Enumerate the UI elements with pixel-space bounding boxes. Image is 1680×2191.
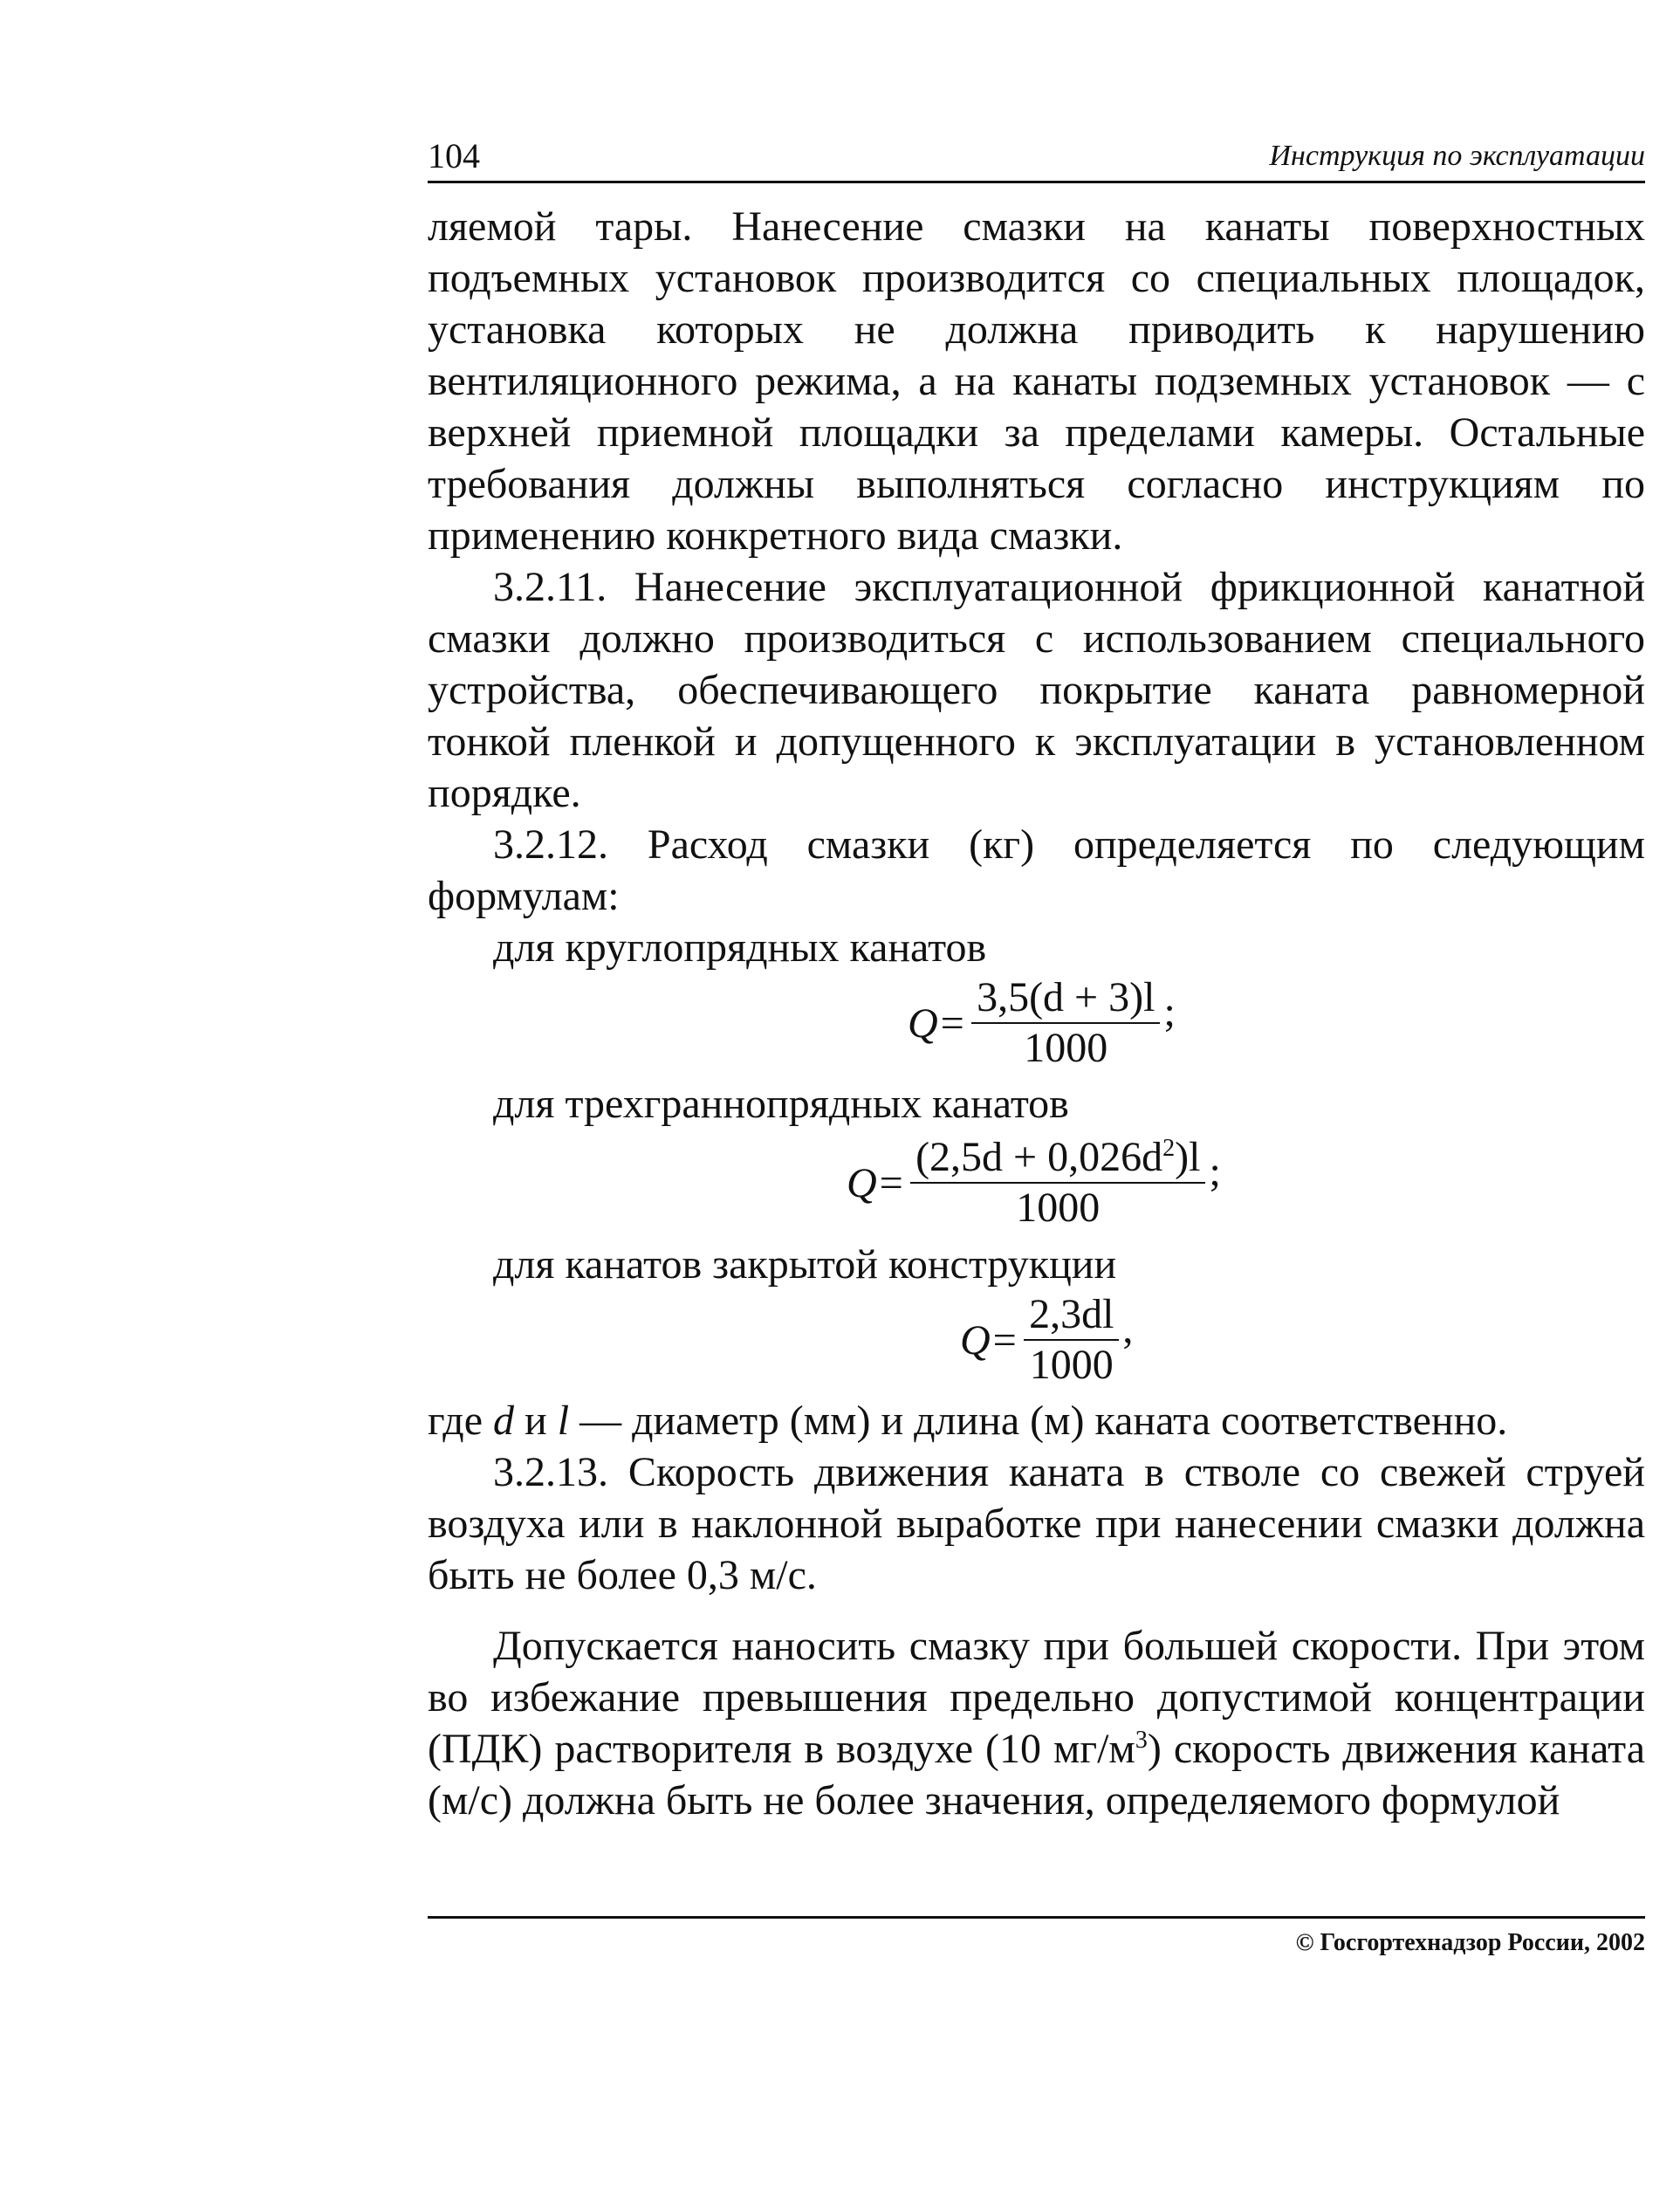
formula-lhs: Q= <box>908 999 967 1047</box>
header-rule <box>428 181 1645 183</box>
label-round-strand: для круглопрядных канатов <box>493 924 987 971</box>
running-title: Инструкция по эксплуатации <box>1269 140 1645 172</box>
formula-numerator: $(2,5d + 0,026d^2)l$ <box>910 1133 1205 1184</box>
paragraph-3-2-11: 3.2.11. Нанесение эксплуатационной фрикционной канатной смазки должно производиться с использованием специального устройства, обеспечивающего покрытие каната равномерной тонкой пленкой и допущенного к эксплуатации в установленном порядке. <box>428 564 1645 816</box>
label-closed-construction: для канатов закрытой конструкции <box>493 1241 1117 1288</box>
paragraph-3-2-12: 3.2.12. Расход смазки (кг) определяется по следующим формулам: <box>428 821 1645 919</box>
label-triangular-strand: для трехграннопрядных канатов <box>493 1081 1069 1127</box>
formula-lhs: Q= <box>847 1159 906 1206</box>
formula-round-strand <box>428 973 1645 1078</box>
formula-triangular-strand <box>428 1130 1645 1239</box>
paragraph-speed: Допускается наносить смазку при большей скорости. При этом во избежание превышения предельно допустимой концентрации (ПДК) растворителя в воздухе (10 $мг/м^3$) скорость движения каната (м/с) должна быть не более значения, определяемого формулой <box>428 1623 1645 1824</box>
copyright: © Госгортехнадзор России, 2002 <box>1295 1929 1645 1956</box>
formula-punct: ; <box>1163 989 1176 1035</box>
where-clause: где d и l — диаметр (мм) и длина (м) каната соответственно. <box>428 1398 1508 1444</box>
formula-numerator: 2,3dl <box>1024 1290 1119 1341</box>
footer-rule <box>428 1916 1645 1919</box>
formula-lhs: Q= <box>960 1316 1019 1363</box>
paragraph-1: ляемой тары. Нанесение смазки на канаты поверхностных подъемных установок производится со специальных площадок, установка которых не должна приводить к нарушению вентиляционного режима, а на канаты подземных установок — с верхней приемной площадки за пределами камеры. Остальные требования должны выполняться согласно инструкциям по применению конкретного вида смазки. <box>428 203 1645 559</box>
formula-denominator: 1000 <box>1029 1342 1114 1388</box>
page-number: 104 <box>428 136 480 175</box>
formula-denominator: 1000 <box>1024 1025 1108 1071</box>
page-body <box>428 201 1645 1826</box>
formula-denominator: 1000 <box>1016 1185 1101 1231</box>
formula-punct: ; <box>1209 1149 1221 1195</box>
formula-closed-construction <box>428 1290 1645 1395</box>
formula-punct: , <box>1122 1306 1134 1352</box>
formula-numerator: 3,5(d + 3)l <box>971 973 1160 1024</box>
paragraph-3-2-13: 3.2.13. Скорость движения каната в стволе со свежей струей воздуха или в наклонной выработке при нанесении смазки должна быть не более 0,3 м/с. <box>428 1449 1645 1598</box>
